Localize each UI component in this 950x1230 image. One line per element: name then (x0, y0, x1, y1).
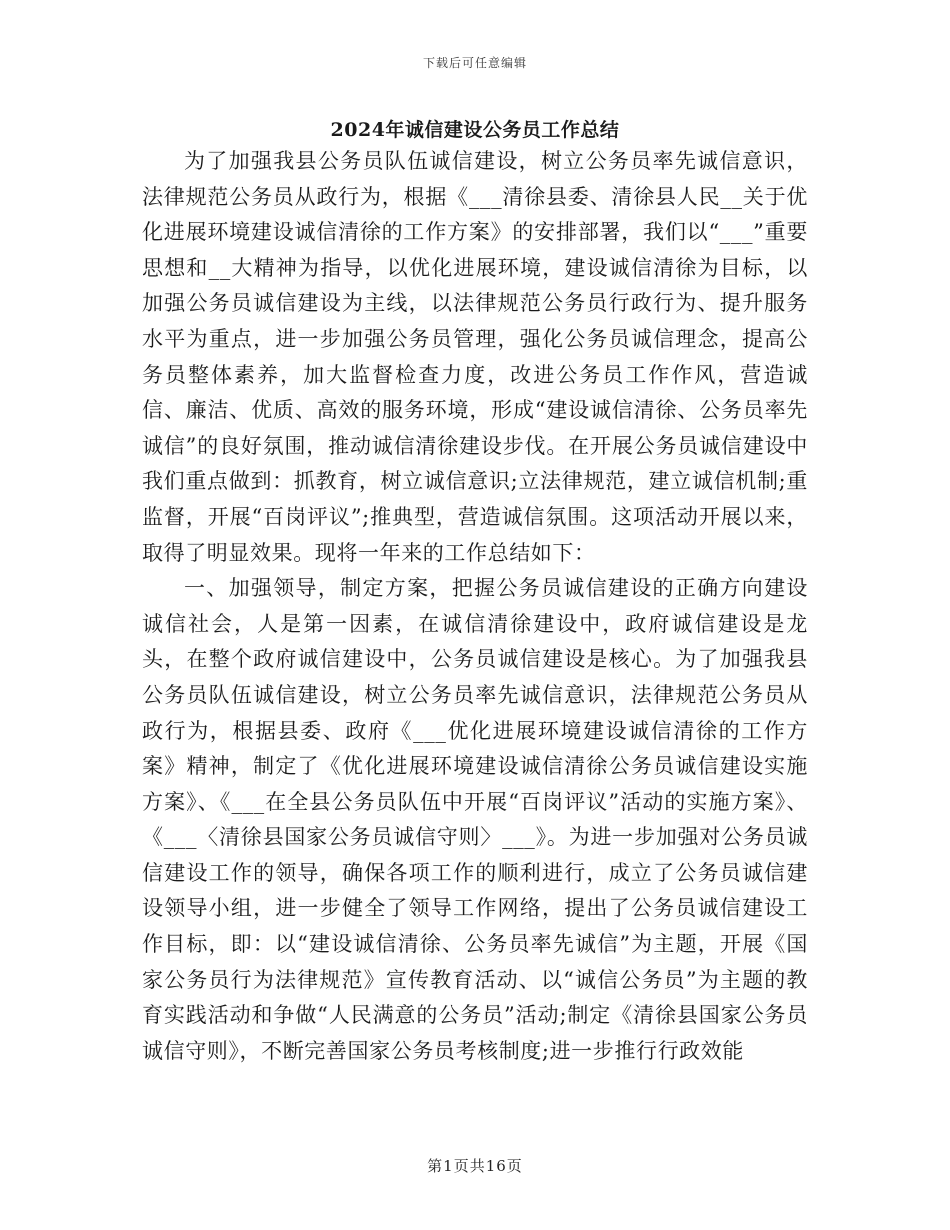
page-number: 第1页共16页 (427, 1157, 523, 1175)
document-title: 2024年诚信建设公务员工作总结 (330, 119, 620, 141)
document-body (142, 144, 808, 1069)
header-note: 下载后可任意编辑 (422, 56, 527, 70)
paragraph: 一、加强领导，制定方案，把握公务员诚信建设的正确方向建设诚信社会，人是第一因素，在诚信清徐建设中，政府诚信建设是龙头，在整个政府诚信建设中，公务员诚信建设是核心。为了加强我县公务员队伍诚信建设，树立公务员率先诚信意识，法律规范公务员从政行为，根据县委、政府《___优化进展环境建设诚信清徐的工作方案》精神，制定了《优化进展环境建设诚信清徐公务员诚信建设实施方案》、《___在全县公务员队伍中开展“百岗评议”活动的实施方案》、《___〈清徐县国家公务员诚信守则〉___》。为进一步加强对公务员诚信建设工作的领导，确保各项工作的顺利进行，成立了公务员诚信建设领导小组，进一步健全了领导工作网络，提出了公务员诚信建设工作目标，即：以“建设诚信清徐、公务员率先诚信”为主题，开展《国家公务员行为法律规范》宣传教育活动、以“诚信公务员”为主题的教育实践活动和争做“人民满意的公务员”活动;制定《清徐县国家公务员诚信守则》，不断完善国家公务员考核制度;进一步推行行政效能 (142, 576, 808, 1063)
paragraph: 为了加强我县公务员队伍诚信建设，树立公务员率先诚信意识，法律规范公务员从政行为，根据《___清徐县委、清徐县人民__关于优化进展环境建设诚信清徐的工作方案》的安排部署，我们以“___”重要思想和__大精神为指导，以优化进展环境，建设诚信清徐为目标，以加强公务员诚信建设为主线，以法律规范公务员行政行为、提升服务水平为重点，进一步加强公务员管理，强化公务员诚信理念，提高公务员整体素养，加大监督检查力度，改进公务员工作作风，营造诚信、廉洁、优质、高效的服务环境，形成“建设诚信清徐、公务员率先诚信”的良好氛围，推动诚信清徐建设步伐。在开展公务员诚信建设中我们重点做到：抓教育，树立诚信意识;立法律规范，建立诚信机制;重监督，开展“百岗评议”;推典型，营造诚信氛围。这项活动开展以来，取得了明显效果。现将一年来的工作总结如下： (142, 149, 808, 565)
